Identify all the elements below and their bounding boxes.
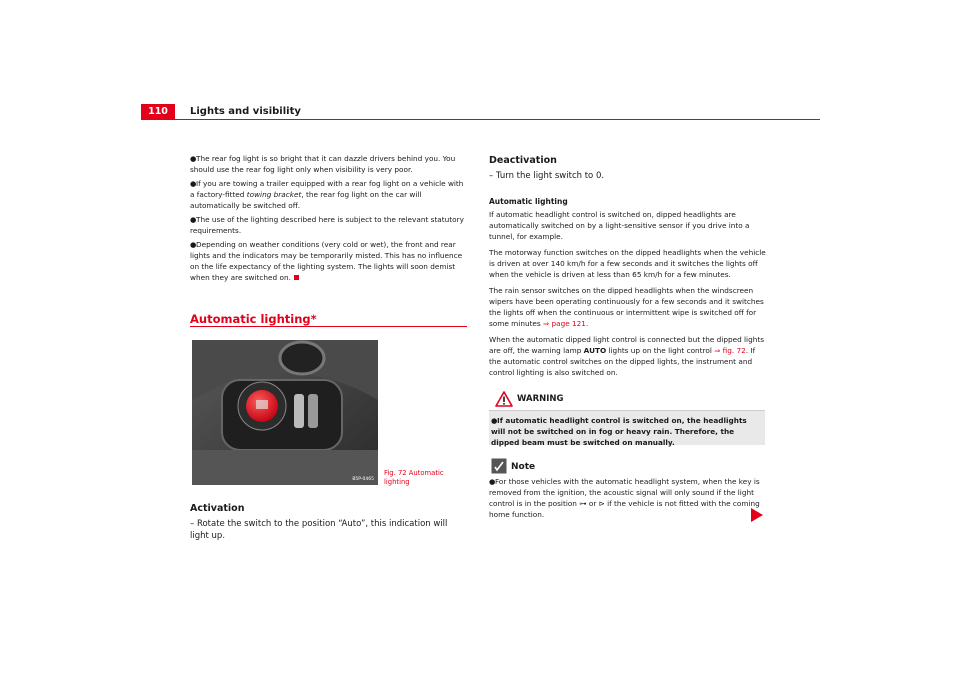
note-text: ●For those vehicles with the automatic headlight system, when the key is removed from the ignition, the acoustic signal will only sound if the light control is in the position ⊶ or ⊳ if the vehicle is not fitted with the coming home function. — [489, 477, 760, 519]
warning-triangle-icon — [495, 391, 513, 407]
note-body: if the vehicle is not fitted with the coming home function. — [489, 499, 760, 519]
automatic-lighting-heading: Automatic lighting — [489, 197, 568, 206]
figure-link[interactable]: ⇒ fig. 72 — [714, 346, 746, 355]
deactivation-step: – Turn the light switch to 0. — [489, 171, 605, 181]
bullet-item: ●If you are towing a trailer equipped with a rear fog light on a vehicle with a factory-fitted towing bracket, the rear fog light on the car will automatically be switched off. — [190, 179, 464, 210]
warning-title: WARNING — [517, 394, 564, 404]
header-rule — [141, 119, 820, 120]
bullet-text: Depending on weather conditions (very cold or wet), the front and rear lights and the indicators may be temporarily misted. This has no influence on the life expectancy of the lighting system. The lights will soon demist when they are switched on. — [190, 240, 463, 282]
warning-body: If automatic headlight control is switched on, the headlights will not be switched on in fog or heavy rain. Therefore, the dipped beam must be switched on manually. — [491, 416, 747, 447]
paragraph-text: lights up on the light control — [606, 346, 715, 355]
end-marker-icon — [294, 275, 299, 280]
note-title: Note — [511, 462, 536, 472]
paragraph — [489, 285, 766, 329]
figure-caption — [384, 469, 464, 486]
bullet-item: ●Depending on weather conditions (very cold or wet), the front and rear lights and the indicators may be temporarily misted. This has no influence on the life expectancy of the lighting system. The lights will soon demist when they are switched on. — [190, 240, 463, 282]
bullet-text: If you are towing a trailer equipped with a rear fog light on a vehicle with a factory-fitted — [190, 179, 464, 199]
warning-header — [489, 388, 765, 411]
bullet-item: ●The rear fog light is so bright that it can dazzle drivers behind you. You should use the rear fog light only when visibility is very poor. — [190, 154, 456, 174]
caption-line: Fig. 72 Automatic — [384, 469, 444, 477]
bullet-text: The rear fog light is so bright that it can dazzle drivers behind you. You should use the rear fog light only when visibility is very poor. — [190, 154, 456, 174]
page-number: 110 — [141, 104, 175, 119]
section-title: Automatic lighting* — [190, 312, 317, 326]
left-bullet-list — [190, 153, 467, 286]
next-page-arrow-icon[interactable] — [751, 508, 763, 522]
page-link[interactable]: ⇒ page 121. — [543, 319, 589, 328]
bullet-item: ●The use of the lighting described here is subject to the relevant statutory requirements. — [190, 215, 464, 235]
note-body: or — [586, 499, 599, 508]
caption-line: lighting — [384, 477, 410, 486]
bullet-text: , the rear fog light on the car will automatically be switched off. — [190, 190, 422, 210]
paragraph-text: When the automatic dipped light control is connected but the dipped lights are off, the warning lamp — [489, 335, 765, 355]
light-switch-illustration — [192, 340, 378, 485]
paragraph: The motorway function switches on the dipped headlights when the vehicle is driven at over 140 km/h for a few seconds and it switches the lights off when the vehicle is driven at less than 65 km/h for a few minutes. — [489, 248, 766, 279]
bullet-italic: towing bracket — [246, 190, 302, 199]
paragraph-text: . If the automatic control switches on the dipped lights, the instrument and control lighting is also switched on. — [489, 346, 756, 377]
headlight-icon: ⊳ — [598, 499, 605, 508]
section-rule — [190, 326, 467, 327]
warning-box — [489, 388, 765, 445]
auto-lamp-symbol: AUTO — [583, 346, 607, 355]
paragraph-text: The rain sensor switches on the dipped headlights when the windscreen wipers have been operating continuously for a few seconds and it switches the lights off when the continuous or intermittent wipe is switched off for some minutes — [489, 286, 764, 328]
note-icon — [491, 458, 507, 474]
activation-step: – Rotate the switch to the position “Auto”, this indication will light up. — [190, 519, 448, 541]
sidelight-icon: ⊶ — [579, 499, 587, 508]
warning-text: ●If automatic headlight control is switched on, the headlights will not be switched on in fog or heavy rain. Therefore, the dipped beam must be switched on manually. — [491, 416, 747, 447]
figure-code: B5P-0465 — [352, 477, 374, 482]
bullet-text: The use of the lighting described here is subject to the relevant statutory requirements. — [190, 215, 464, 235]
activation-heading: Activation — [190, 503, 245, 514]
deactivation-heading: Deactivation — [489, 155, 557, 166]
automatic-lighting-text — [489, 196, 766, 383]
paragraph: If automatic headlight control is switched on, dipped headlights are automatically switched on by a light-sensitive sensor if you drive into a tunnel, for example. — [489, 210, 750, 241]
page-header-title: Lights and visibility — [190, 106, 301, 117]
figure-light-switch — [192, 340, 378, 485]
paragraph — [489, 334, 766, 378]
note-body: For those vehicles with the automatic headlight system, when the key is removed from the ignition, the acoustic signal will only sound if the light control is in the position — [489, 477, 760, 508]
